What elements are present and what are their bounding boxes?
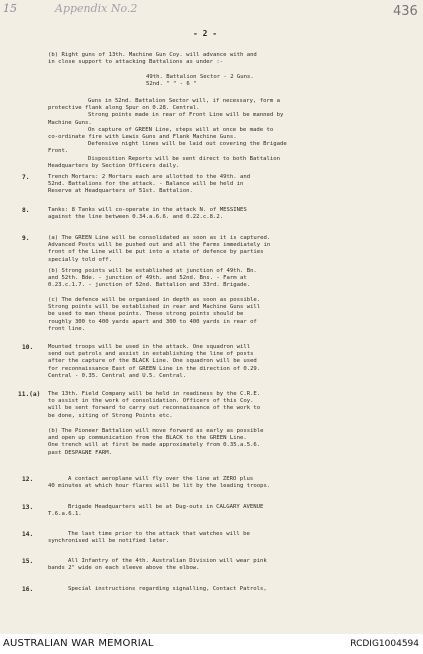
text-line: Defensive night lines will be laid out covering the Brigade: [88, 141, 287, 148]
text-line: All Infantry of the 4th. Australian Division will wear pink: [68, 558, 267, 564]
text-line: 52nd. " " - 6 ": [146, 81, 197, 88]
text-line: Trench Mortars: 2 Mortars each are allotted to the 49th. and: [48, 174, 251, 180]
page-number: - 2 -: [193, 29, 218, 38]
record-id: RCDIG1004594: [350, 639, 419, 649]
text-line: and open up communication from the BLACK to the GREEN Line.: [48, 435, 247, 442]
text-line: Reserve at Headquarters of 51st. Battalion.: [48, 188, 193, 195]
paragraph-13-brigade-hq: [48, 504, 263, 518]
paragraph-10-mounted-troops: [48, 344, 260, 380]
text-line: (a) The GREEN Line will be consolidated as soon as it is captured.: [48, 235, 271, 241]
text-line: Strong points will be established in rear and Machine Guns will: [48, 304, 261, 311]
paragraph-12-contact-aeroplane: [48, 476, 270, 490]
text-line: (c) The defence will be organised in depth as soon as possible.: [48, 297, 261, 303]
text-line: bands 2" wide on each sleeve above the elbow.: [48, 565, 200, 572]
paragraph-number: 14.: [22, 531, 34, 538]
paragraph-11a-field-company: [48, 391, 260, 420]
paragraph-8-tanks: [48, 207, 247, 221]
text-line: 49th. Battalion Sector - 2 Guns.: [146, 74, 254, 80]
paragraph-16-special-instructions: [48, 586, 267, 593]
text-line: Disposition Reports will be sent direct to both Battalion: [88, 155, 280, 162]
text-line: synchronised will be notified later.: [48, 538, 170, 545]
text-line: after the capture of the BLACK Line. One squadron will be used: [48, 358, 257, 365]
archive-name: AUSTRALIAN WAR MEMORIAL: [3, 638, 154, 649]
text-line: T.6.a.6.1.: [48, 511, 82, 518]
text-line: specially told off.: [48, 256, 112, 263]
paragraph-9a: [48, 235, 270, 264]
text-line: Front.: [48, 148, 69, 155]
text-line: to assist in the work of consolidation. Officers of this Coy.: [48, 398, 254, 405]
archive-footer: [0, 634, 423, 654]
text-line: The 13th. Field Company will be held in readiness by the C.R.E.: [48, 391, 261, 397]
text-line: against the line between 0.34.a.6.6. and 0.22.c.8.2.: [48, 214, 224, 221]
text-line: (b) Right guns of 13th. Machine Gun Coy. will advance with and: [48, 52, 257, 58]
text-line: in close support to attacking Battalions as under :-: [48, 59, 224, 66]
text-line: On capture of GREEN Line, steps will at once be made to: [88, 126, 274, 133]
text-line: roughly 300 to 400 yards apart and 300 to 400 yards in rear of: [48, 318, 257, 325]
paragraph-number: 7.: [22, 174, 30, 181]
text-line: for reconnaissance East of GREEN Line in the direction of 0.29.: [48, 365, 261, 372]
paragraph-9c: [48, 297, 260, 333]
paragraph-14-watches: [48, 531, 250, 545]
text-line: Mounted troops will be used in the attack. One squadron will: [48, 344, 251, 350]
text-line: Central - 0.35. Central and U.5. Central.: [48, 372, 187, 379]
folio-stamp: 436: [393, 4, 418, 19]
paragraph-6b: [48, 52, 257, 66]
text-line: One trench will at first be made approximately from 0.35.a.5.6.: [48, 442, 261, 449]
paragraph-number: 13.: [22, 504, 34, 511]
text-line: protective flank along Spur on 0.28. Central.: [48, 105, 200, 112]
paragraph-11b-pioneers: [48, 428, 264, 457]
text-line: Tanks: 8 Tanks will co-operate in the attack N. of MESSINES: [48, 207, 247, 213]
paragraph-number: 15.: [22, 558, 34, 565]
text-line: Special instructions regarding signalling, Contact Patrols,: [68, 586, 267, 592]
text-line: 0.23.c.1.7. - junction of 52nd. Battalion and 33rd. Brigade.: [48, 282, 251, 289]
text-line: front line.: [48, 325, 86, 332]
text-line: Headquarters by Section Officers daily.: [48, 162, 180, 169]
text-line: A contact aeroplane will fly over the line at ZERO plus: [68, 476, 254, 482]
text-line: Brigade Headquarters will be at Dug-outs in CALGARY AVENUE: [68, 504, 264, 510]
text-line: The last time prior to the attack that watches will be: [68, 531, 250, 537]
text-line: 40 minutes at which hour flares will be lit by the leading troops.: [48, 483, 271, 490]
paragraph-number: 8.: [22, 207, 30, 214]
paragraph-number: 11.(a): [18, 391, 41, 398]
text-line: and 52th. Bde. - junction of 49th. and 52nd. Bns. - Farm at: [48, 275, 247, 282]
text-line: Guns in 52nd. Battalion Sector will, if necessary, form a: [88, 98, 280, 104]
paragraph-9b: [48, 268, 257, 290]
text-line: Machine Guns.: [48, 119, 92, 126]
text-line: co-ordinate fire with Lewis Guns and Flank Machine Guns.: [48, 134, 237, 141]
text-line: Advanced Posts will be pushed out and all the Farms immediately in: [48, 242, 271, 249]
paragraph-6b-continued: [48, 98, 287, 170]
paragraph-number: 9.: [22, 235, 30, 242]
handwritten-appendix-label: Appendix No.2: [55, 2, 138, 15]
text-line: 52nd. Battalions for the attack. - Balance will be held in: [48, 181, 244, 188]
text-line: (b) Strong points will be established at junction of 49th. Bn.: [48, 268, 257, 274]
paragraph-15-sleeve-bands: [48, 558, 267, 572]
text-line: be used to man these points. These strong points should be: [48, 311, 244, 318]
text-line: be done, siting of Strong Points etc.: [48, 412, 173, 419]
text-line: will be sent forward to carry out reconnaissance of the work to: [48, 405, 261, 412]
paragraph-7-trench-mortars: [48, 174, 250, 196]
text-line: Strong points made in rear of Front Line will be manned by: [88, 112, 284, 119]
paragraph-number: 16.: [22, 586, 34, 593]
text-line: (b) The Pioneer Battalion will move forward as early as possible: [48, 428, 264, 434]
handwritten-page-number: 15: [3, 2, 17, 15]
text-line: send out patrols and assist in establishing the line of posts: [48, 351, 254, 358]
gun-allocation: [146, 74, 254, 88]
text-line: past DESPAGNE FARM.: [48, 449, 112, 456]
paragraph-number: 12.: [22, 476, 34, 483]
text-line: front of the Line will be put into a state of defence by parties: [48, 249, 264, 256]
paragraph-number: 10.: [22, 344, 34, 351]
